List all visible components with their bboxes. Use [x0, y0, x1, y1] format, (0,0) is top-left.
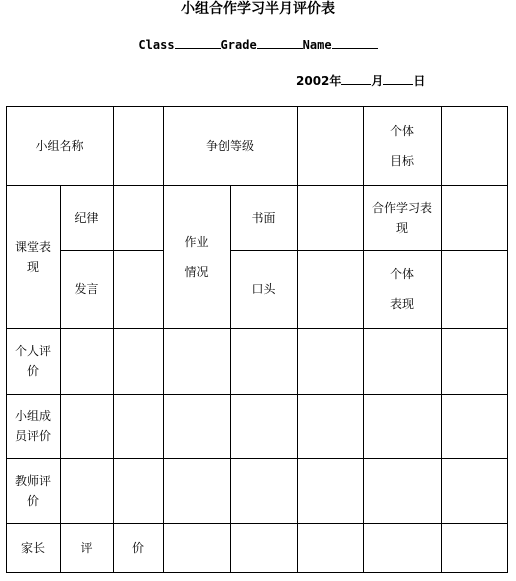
classroom-performance-label: 课堂表 现 — [14, 239, 51, 274]
grade-label: Grade — [220, 38, 257, 52]
class-label: Class — [138, 38, 175, 52]
grid-line — [297, 106, 298, 573]
student-info-line — [0, 36, 516, 53]
self-eval-label: 个人评 价 — [14, 344, 51, 378]
parent-label: 家长 — [20, 540, 45, 555]
teacher-eval-label: 教师评 价 — [14, 473, 51, 508]
group-name-label: 小组名称 — [35, 138, 84, 153]
day-unit: 日 — [413, 74, 426, 88]
grid-line — [441, 106, 442, 573]
month-blank[interactable] — [341, 72, 371, 85]
individual-goal-label: 个体 目标 — [389, 123, 414, 168]
member-eval-label: 小组成 员评价 — [14, 409, 51, 443]
month-unit: 月 — [371, 74, 384, 88]
grid-line — [6, 394, 508, 395]
homework-label: 作业 情况 — [184, 234, 209, 279]
individual-performance-label: 个体 表现 — [389, 267, 414, 311]
day-blank[interactable] — [383, 72, 413, 85]
name-blank[interactable] — [332, 36, 378, 49]
title-text: 小组合作学习半月评价表 — [181, 1, 335, 17]
cooperative-learning-label: 合作学习表 现 — [371, 200, 432, 235]
class-blank[interactable] — [175, 36, 221, 49]
name-label: Name — [302, 38, 332, 52]
written-label: 书面 — [251, 210, 276, 225]
discipline-label: 纪律 — [74, 210, 99, 225]
rating-level-label: 争创等级 — [205, 138, 254, 153]
grade-blank[interactable] — [257, 36, 303, 49]
jia-label: 价 — [131, 540, 144, 555]
oral-label: 口头 — [251, 282, 276, 296]
grid-line — [6, 328, 508, 329]
page-title — [0, 0, 516, 18]
year-text: 2002年 — [296, 74, 342, 88]
grid-line — [113, 106, 114, 573]
speaking-label: 发言 — [74, 282, 99, 296]
grid-line — [6, 458, 508, 459]
ping-label: 评 — [80, 540, 93, 555]
grid-line — [6, 572, 508, 573]
date-line — [296, 72, 425, 89]
grid-line — [507, 106, 508, 573]
